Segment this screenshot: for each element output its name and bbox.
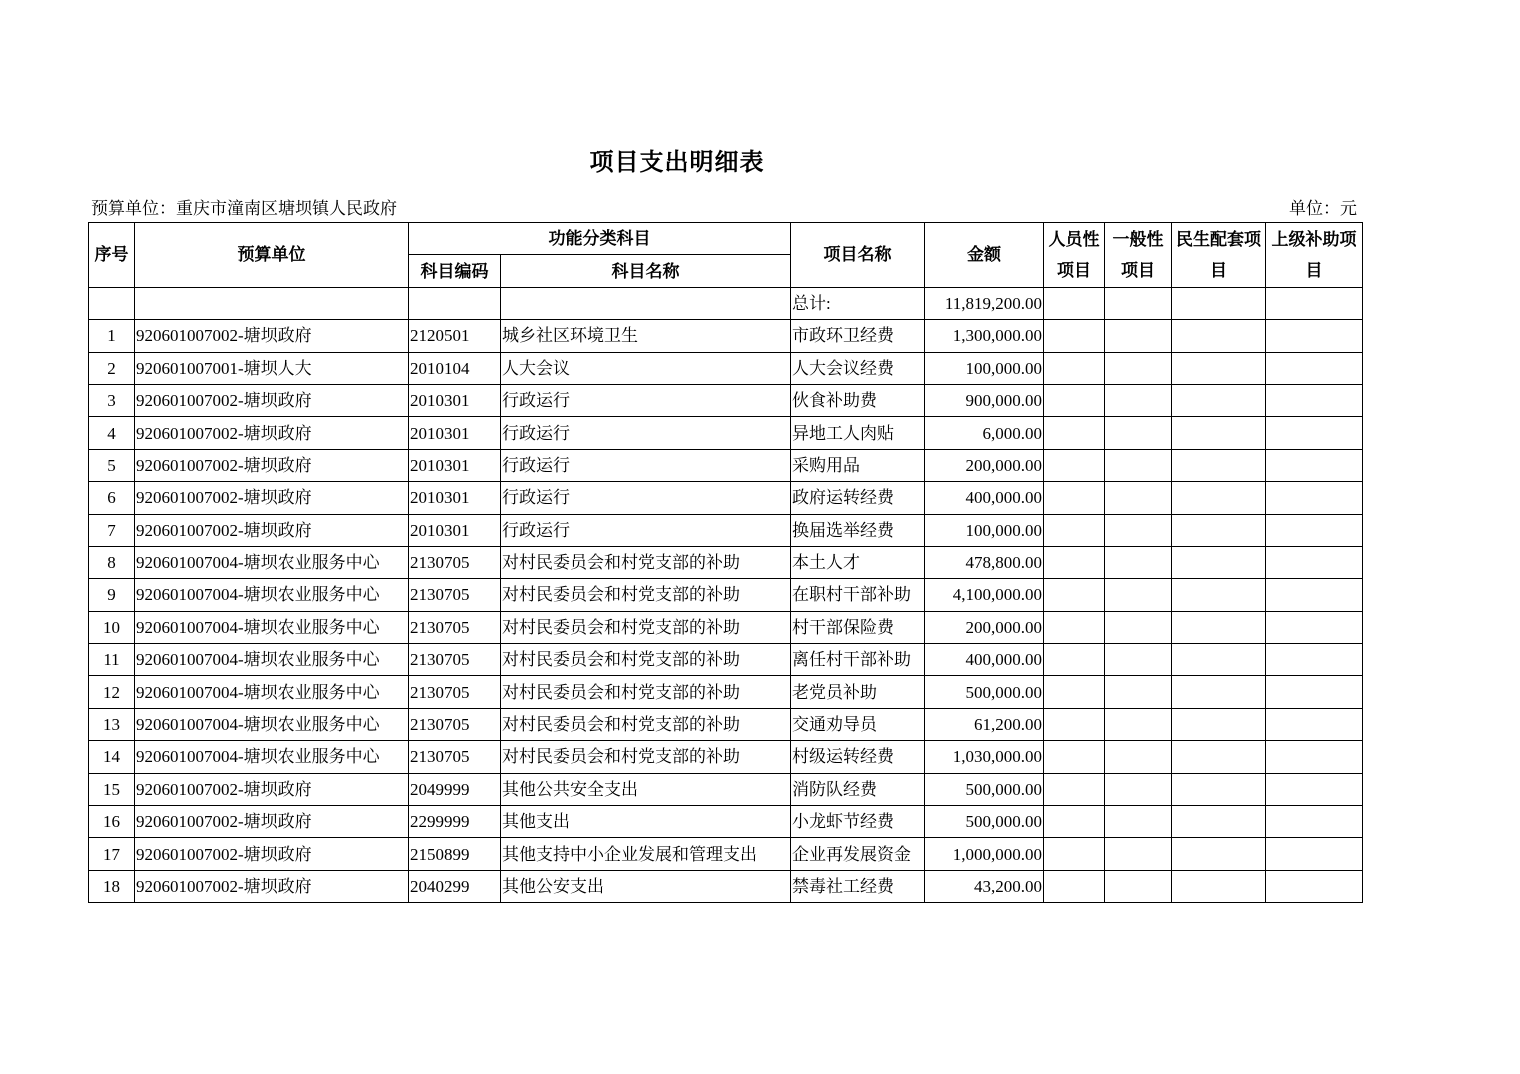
row-amount: 500,000.00 — [925, 806, 1044, 838]
row-project-name: 消防队经费 — [791, 773, 925, 805]
row-subject-name: 其他公安支出 — [501, 870, 791, 902]
row-livelihood-cell — [1172, 676, 1266, 708]
total-livelihood-cell — [1172, 287, 1266, 319]
header-project-name: 项目名称 — [791, 223, 925, 288]
row-seq: 7 — [89, 514, 135, 546]
row-staff-cell — [1044, 676, 1105, 708]
row-seq: 4 — [89, 417, 135, 449]
row-livelihood-cell — [1172, 417, 1266, 449]
row-general-cell — [1105, 708, 1172, 740]
row-subject-name: 行政运行 — [501, 417, 791, 449]
header-superior-subsidy — [1266, 223, 1363, 288]
header-budget-unit: 预算单位 — [135, 223, 409, 288]
row-subject-code: 2010104 — [409, 352, 501, 384]
row-general-cell — [1105, 806, 1172, 838]
row-amount: 1,300,000.00 — [925, 320, 1044, 352]
total-staff-cell — [1044, 287, 1105, 319]
total-superior-cell — [1266, 287, 1363, 319]
row-subject-name: 行政运行 — [501, 514, 791, 546]
row-seq: 6 — [89, 482, 135, 514]
header-general-project — [1105, 223, 1172, 288]
row-staff-cell — [1044, 773, 1105, 805]
row-general-cell — [1105, 482, 1172, 514]
row-project-name: 政府运转经费 — [791, 482, 925, 514]
row-amount: 200,000.00 — [925, 611, 1044, 643]
row-livelihood-cell — [1172, 514, 1266, 546]
header-superior-line2: 目 — [1305, 260, 1323, 280]
row-subject-name: 城乡社区环境卫生 — [501, 320, 791, 352]
header-superior-line1: 上级补助项 — [1271, 229, 1357, 249]
table-row — [89, 708, 1363, 740]
row-livelihood-cell — [1172, 806, 1266, 838]
row-superior-cell — [1266, 806, 1363, 838]
row-budget-unit: 920601007002-塘坝政府 — [135, 417, 409, 449]
row-subject-code: 2120501 — [409, 320, 501, 352]
row-seq: 10 — [89, 611, 135, 643]
table-row — [89, 320, 1363, 352]
table-row — [89, 838, 1363, 870]
row-subject-code: 2010301 — [409, 449, 501, 481]
row-subject-code: 2130705 — [409, 741, 501, 773]
row-amount: 478,800.00 — [925, 546, 1044, 578]
row-staff-cell — [1044, 449, 1105, 481]
total-label: 总计: — [791, 287, 925, 319]
row-seq: 16 — [89, 806, 135, 838]
row-livelihood-cell — [1172, 384, 1266, 416]
row-staff-cell — [1044, 741, 1105, 773]
row-subject-name: 行政运行 — [501, 384, 791, 416]
row-amount: 100,000.00 — [925, 514, 1044, 546]
row-subject-name: 其他支出 — [501, 806, 791, 838]
row-subject-code: 2010301 — [409, 384, 501, 416]
row-staff-cell — [1044, 482, 1105, 514]
total-code-cell — [409, 287, 501, 319]
row-budget-unit: 920601007004-塘坝农业服务中心 — [135, 741, 409, 773]
row-superior-cell — [1266, 579, 1363, 611]
row-subject-name: 对村民委员会和村党支部的补助 — [501, 579, 791, 611]
row-superior-cell — [1266, 449, 1363, 481]
row-staff-cell — [1044, 611, 1105, 643]
row-subject-name: 对村民委员会和村党支部的补助 — [501, 676, 791, 708]
row-staff-cell — [1044, 352, 1105, 384]
currency-unit-label: 单位：元 — [1289, 199, 1357, 218]
row-staff-cell — [1044, 806, 1105, 838]
table-row — [89, 870, 1363, 902]
header-seq: 序号 — [89, 223, 135, 288]
row-subject-name: 行政运行 — [501, 449, 791, 481]
row-subject-name: 其他支持中小企业发展和管理支出 — [501, 838, 791, 870]
total-subject-cell — [501, 287, 791, 319]
row-amount: 900,000.00 — [925, 384, 1044, 416]
row-subject-code: 2150899 — [409, 838, 501, 870]
row-subject-name: 对村民委员会和村党支部的补助 — [501, 644, 791, 676]
total-row — [89, 287, 1363, 319]
table-row — [89, 546, 1363, 578]
row-superior-cell — [1266, 676, 1363, 708]
row-superior-cell — [1266, 741, 1363, 773]
row-general-cell — [1105, 676, 1172, 708]
table-row — [89, 741, 1363, 773]
row-amount: 200,000.00 — [925, 449, 1044, 481]
row-seq: 1 — [89, 320, 135, 352]
header-livelihood-line2: 目 — [1210, 260, 1227, 280]
table-row — [89, 514, 1363, 546]
row-superior-cell — [1266, 611, 1363, 643]
total-amount: 11,819,200.00 — [925, 287, 1044, 319]
row-livelihood-cell — [1172, 870, 1266, 902]
row-subject-code: 2010301 — [409, 417, 501, 449]
table-body — [89, 287, 1363, 902]
row-general-cell — [1105, 611, 1172, 643]
row-general-cell — [1105, 579, 1172, 611]
total-seq-cell — [89, 287, 135, 319]
page-title: 项目支出明细表 — [589, 150, 765, 176]
row-seq: 13 — [89, 708, 135, 740]
row-subject-code: 2010301 — [409, 514, 501, 546]
row-superior-cell — [1266, 708, 1363, 740]
row-general-cell — [1105, 352, 1172, 384]
header-func-group: 功能分类科目 — [409, 223, 791, 255]
table-row — [89, 611, 1363, 643]
budget-unit-label: 预算单位：重庆市潼南区塘坝镇人民政府 — [91, 199, 397, 218]
row-project-name: 本土人才 — [791, 546, 925, 578]
row-livelihood-cell — [1172, 773, 1266, 805]
row-subject-code: 2130705 — [409, 611, 501, 643]
row-amount: 400,000.00 — [925, 644, 1044, 676]
header-amount: 金额 — [925, 223, 1044, 288]
row-amount: 61,200.00 — [925, 708, 1044, 740]
table-row — [89, 352, 1363, 384]
row-budget-unit: 920601007004-塘坝农业服务中心 — [135, 546, 409, 578]
row-seq: 2 — [89, 352, 135, 384]
row-amount: 500,000.00 — [925, 773, 1044, 805]
row-subject-name: 行政运行 — [501, 482, 791, 514]
row-superior-cell — [1266, 838, 1363, 870]
row-subject-code: 2040299 — [409, 870, 501, 902]
row-seq: 11 — [89, 644, 135, 676]
table-row — [89, 773, 1363, 805]
header-general-line2: 项目 — [1121, 260, 1155, 280]
row-livelihood-cell — [1172, 838, 1266, 870]
row-project-name: 伙食补助费 — [791, 384, 925, 416]
header-subject-code: 科目编码 — [409, 255, 501, 287]
row-project-name: 禁毒社工经费 — [791, 870, 925, 902]
row-seq: 14 — [89, 741, 135, 773]
table-row — [89, 806, 1363, 838]
row-superior-cell — [1266, 384, 1363, 416]
row-budget-unit: 920601007004-塘坝农业服务中心 — [135, 579, 409, 611]
row-budget-unit: 920601007002-塘坝政府 — [135, 482, 409, 514]
row-seq: 15 — [89, 773, 135, 805]
table-row — [89, 579, 1363, 611]
row-project-name: 离任村干部补助 — [791, 644, 925, 676]
row-budget-unit: 920601007002-塘坝政府 — [135, 870, 409, 902]
row-general-cell — [1105, 384, 1172, 416]
row-livelihood-cell — [1172, 611, 1266, 643]
row-subject-code: 2049999 — [409, 773, 501, 805]
row-livelihood-cell — [1172, 579, 1266, 611]
row-subject-code: 2299999 — [409, 806, 501, 838]
total-general-cell — [1105, 287, 1172, 319]
row-superior-cell — [1266, 482, 1363, 514]
row-livelihood-cell — [1172, 546, 1266, 578]
header-staff-line2: 项目 — [1057, 260, 1091, 280]
row-project-name: 换届选举经费 — [791, 514, 925, 546]
row-general-cell — [1105, 320, 1172, 352]
row-superior-cell — [1266, 417, 1363, 449]
row-budget-unit: 920601007002-塘坝政府 — [135, 806, 409, 838]
row-subject-name: 其他公共安全支出 — [501, 773, 791, 805]
project-expenditure-table — [88, 222, 1363, 903]
row-budget-unit: 920601007002-塘坝政府 — [135, 773, 409, 805]
row-project-name: 人大会议经费 — [791, 352, 925, 384]
row-livelihood-cell — [1172, 449, 1266, 481]
row-budget-unit: 920601007001-塘坝人大 — [135, 352, 409, 384]
row-superior-cell — [1266, 546, 1363, 578]
row-budget-unit: 920601007004-塘坝农业服务中心 — [135, 644, 409, 676]
row-seq: 3 — [89, 384, 135, 416]
row-budget-unit: 920601007002-塘坝政府 — [135, 384, 409, 416]
row-amount: 4,100,000.00 — [925, 579, 1044, 611]
row-general-cell — [1105, 449, 1172, 481]
row-staff-cell — [1044, 579, 1105, 611]
row-staff-cell — [1044, 384, 1105, 416]
row-general-cell — [1105, 838, 1172, 870]
row-staff-cell — [1044, 417, 1105, 449]
row-livelihood-cell — [1172, 741, 1266, 773]
row-general-cell — [1105, 870, 1172, 902]
row-staff-cell — [1044, 546, 1105, 578]
row-budget-unit: 920601007002-塘坝政府 — [135, 320, 409, 352]
row-subject-code: 2130705 — [409, 546, 501, 578]
row-project-name: 在职村干部补助 — [791, 579, 925, 611]
row-amount: 1,000,000.00 — [925, 838, 1044, 870]
row-seq: 12 — [89, 676, 135, 708]
row-superior-cell — [1266, 514, 1363, 546]
row-general-cell — [1105, 417, 1172, 449]
table-header — [89, 223, 1363, 288]
row-amount: 500,000.00 — [925, 676, 1044, 708]
row-superior-cell — [1266, 352, 1363, 384]
row-project-name: 村级运转经费 — [791, 741, 925, 773]
header-livelihood-project — [1172, 223, 1266, 288]
row-subject-code: 2130705 — [409, 676, 501, 708]
header-staff-project — [1044, 223, 1105, 288]
row-budget-unit: 920601007004-塘坝农业服务中心 — [135, 676, 409, 708]
row-subject-code: 2130705 — [409, 579, 501, 611]
header-general-line1: 一般性 — [1112, 229, 1164, 249]
row-project-name: 小龙虾节经费 — [791, 806, 925, 838]
row-seq: 18 — [89, 870, 135, 902]
row-subject-code: 2010301 — [409, 482, 501, 514]
row-general-cell — [1105, 741, 1172, 773]
row-amount: 6,000.00 — [925, 417, 1044, 449]
row-subject-name: 对村民委员会和村党支部的补助 — [501, 611, 791, 643]
row-superior-cell — [1266, 870, 1363, 902]
row-project-name: 市政环卫经费 — [791, 320, 925, 352]
row-project-name: 交通劝导员 — [791, 708, 925, 740]
row-livelihood-cell — [1172, 482, 1266, 514]
row-subject-name: 对村民委员会和村党支部的补助 — [501, 741, 791, 773]
row-subject-name: 人大会议 — [501, 352, 791, 384]
row-project-name: 异地工人肉贴 — [791, 417, 925, 449]
row-staff-cell — [1044, 320, 1105, 352]
row-project-name: 村干部保险费 — [791, 611, 925, 643]
row-project-name: 采购用品 — [791, 449, 925, 481]
row-subject-code: 2130705 — [409, 644, 501, 676]
row-staff-cell — [1044, 514, 1105, 546]
row-budget-unit: 920601007004-塘坝农业服务中心 — [135, 611, 409, 643]
row-budget-unit: 920601007002-塘坝政府 — [135, 449, 409, 481]
row-seq: 5 — [89, 449, 135, 481]
row-amount: 400,000.00 — [925, 482, 1044, 514]
row-staff-cell — [1044, 644, 1105, 676]
row-general-cell — [1105, 773, 1172, 805]
header-staff-line1: 人员性 — [1048, 229, 1100, 249]
row-subject-code: 2130705 — [409, 708, 501, 740]
total-unit-cell — [135, 287, 409, 319]
table-row — [89, 417, 1363, 449]
row-staff-cell — [1044, 870, 1105, 902]
row-superior-cell — [1266, 644, 1363, 676]
header-subject-name: 科目名称 — [501, 255, 791, 287]
row-subject-name: 对村民委员会和村党支部的补助 — [501, 708, 791, 740]
row-amount: 43,200.00 — [925, 870, 1044, 902]
table-row — [89, 449, 1363, 481]
row-budget-unit: 920601007002-塘坝政府 — [135, 838, 409, 870]
row-superior-cell — [1266, 773, 1363, 805]
row-livelihood-cell — [1172, 352, 1266, 384]
row-budget-unit: 920601007004-塘坝农业服务中心 — [135, 708, 409, 740]
row-general-cell — [1105, 514, 1172, 546]
row-budget-unit: 920601007002-塘坝政府 — [135, 514, 409, 546]
row-seq: 9 — [89, 579, 135, 611]
header-livelihood-line1: 民生配套项 — [1176, 229, 1261, 249]
row-seq: 17 — [89, 838, 135, 870]
row-subject-name: 对村民委员会和村党支部的补助 — [501, 546, 791, 578]
row-staff-cell — [1044, 838, 1105, 870]
row-project-name: 老党员补助 — [791, 676, 925, 708]
row-staff-cell — [1044, 708, 1105, 740]
row-livelihood-cell — [1172, 644, 1266, 676]
table-row — [89, 676, 1363, 708]
row-livelihood-cell — [1172, 320, 1266, 352]
row-general-cell — [1105, 546, 1172, 578]
table-row — [89, 644, 1363, 676]
table-row — [89, 482, 1363, 514]
row-livelihood-cell — [1172, 708, 1266, 740]
row-general-cell — [1105, 644, 1172, 676]
row-seq: 8 — [89, 546, 135, 578]
table-row — [89, 384, 1363, 416]
row-superior-cell — [1266, 320, 1363, 352]
row-amount: 100,000.00 — [925, 352, 1044, 384]
row-amount: 1,030,000.00 — [925, 741, 1044, 773]
row-project-name: 企业再发展资金 — [791, 838, 925, 870]
